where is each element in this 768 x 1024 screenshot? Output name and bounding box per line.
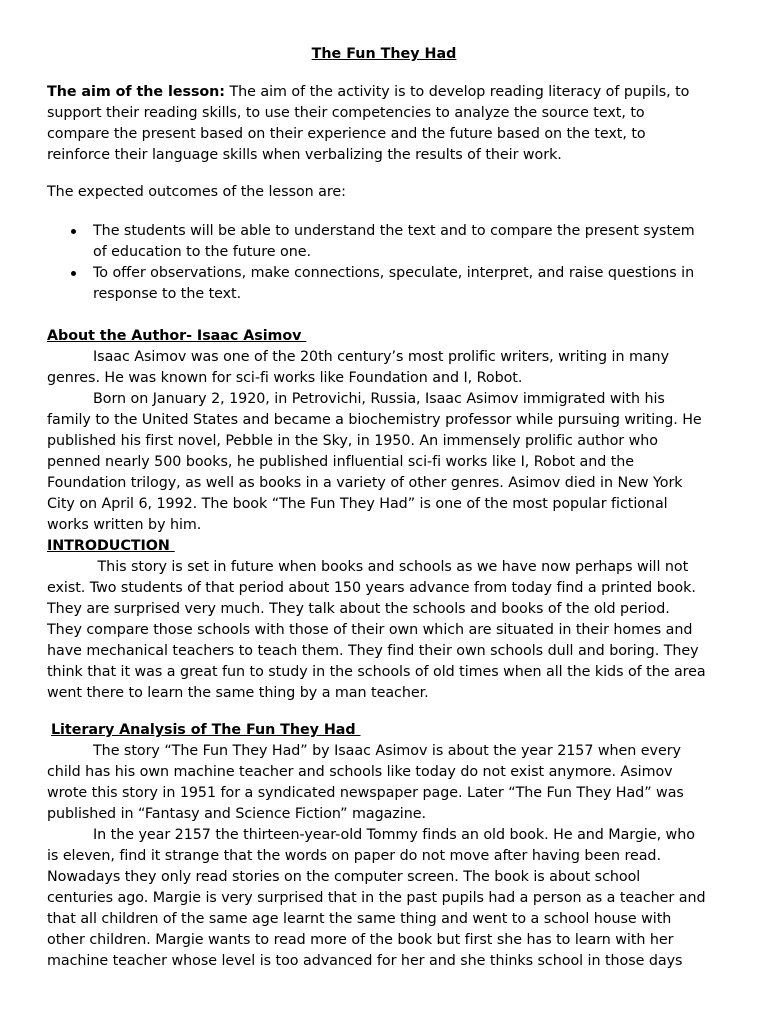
introduction-heading: INTRODUCTION [47, 538, 175, 554]
aim-line-1 [47, 82, 689, 103]
aim-line-2: support their reading skills, to use their competencies to analyze the source text, to [47, 105, 645, 121]
introduction-line: have mechanical teachers to teach them. They find their own schools dull and boring. They [47, 643, 699, 659]
analysis-line: other children. Margie wants to read more of the book but first she has to learn with her [47, 932, 674, 948]
outcome-1-line-2: of education to the future one. [93, 244, 311, 260]
aim-label: The aim of the lesson: [47, 84, 225, 100]
aim-line-4: reinforce their language skills when verbalizing the results of their work. [47, 147, 562, 163]
introduction-line: They are surprised very much. They talk about the schools and books of the old period. [47, 601, 670, 617]
aim-text: The aim of the activity is to develop reading literacy of pupils, to [224, 84, 690, 100]
introduction-line: exist. Two students of that period about 150 years advance from today find a printed book. [47, 580, 696, 596]
analysis-line: wrote this story in 1951 for a syndicated newspaper page. Later “The Fun They Had” was [47, 785, 684, 801]
outcome-2-line-1: To offer observations, make connections, speculate, interpret, and raise questions in [93, 265, 695, 281]
author-line: City on April 6, 1992. The book “The Fun They Had” is one of the most popular fictional [47, 496, 668, 512]
author-line: Foundation trilogy, as well as books in a variety of other genres. Asimov died in New York [47, 475, 683, 491]
author-line: published his first novel, Pebble in the Sky, in 1950. An immensely prolific author who [47, 433, 658, 449]
introduction-line: They compare those schools with those of their own which are situated in their homes and [47, 622, 693, 638]
analysis-line: In the year 2157 the thirteen-year-old Tommy finds an old book. He and Margie, who [93, 827, 695, 843]
author-line: Born on January 2, 1920, in Petrovichi, Russia, Isaac Asimov immigrated with his [93, 391, 665, 407]
outcome-2-line-2: response to the text. [93, 286, 242, 302]
outcome-1-line-1: The students will be able to understand the text and to compare the present system [93, 223, 695, 239]
analysis-line: published in “Fantasy and Science Fiction” magazine. [47, 806, 426, 822]
analysis-line: machine teacher whose level is too advanced for her and she thinks school in those days [47, 953, 683, 969]
introduction-line: This story is set in future when books and schools as we have now perhaps will not [93, 559, 689, 575]
author-heading: About the Author- Isaac Asimov [47, 328, 307, 344]
author-line: genres. He was known for sci-fi works like Foundation and I, Robot. [47, 370, 523, 386]
author-line: penned nearly 500 books, he published influential sci-fi works like I, Robot and the [47, 454, 635, 470]
author-line: Isaac Asimov was one of the 20th century’s most prolific writers, writing in many [93, 349, 669, 365]
analysis-line: Nowadays they only read stories on the computer screen. The book is about school [47, 869, 641, 885]
bullet-icon [71, 229, 76, 234]
introduction-line: think that it was a great fun to study in the schools of old times when all the kids of the area [47, 664, 706, 680]
analysis-line: The story “The Fun They Had” by Isaac Asimov is about the year 2157 when every [93, 743, 681, 759]
introduction-line: went there to learn the same thing by a man teacher. [47, 685, 429, 701]
aim-line-3: compare the present based on their experience and the future based on the text, to [47, 126, 646, 142]
analysis-line: is eleven, find it strange that the words on paper do not move after having been read. [47, 848, 661, 864]
analysis-heading: Literary Analysis of The Fun They Had [51, 722, 361, 738]
outcomes-intro: The expected outcomes of the lesson are: [47, 184, 346, 200]
analysis-line: child has his own machine teacher and schools like today do not exist anymore. Asimov [47, 764, 673, 780]
analysis-line: centuries ago. Margie is very surprised that in the past pupils had a person as a teacher and [47, 890, 706, 906]
author-line: works written by him. [47, 517, 202, 533]
document-title: The Fun They Had [311, 46, 457, 62]
author-line: family to the United States and became a biochemistry professor while pursuing writing. He [47, 412, 702, 428]
bullet-icon [71, 271, 76, 276]
analysis-line: that all children of the same age learnt the same thing and went to a school house with [47, 911, 672, 927]
